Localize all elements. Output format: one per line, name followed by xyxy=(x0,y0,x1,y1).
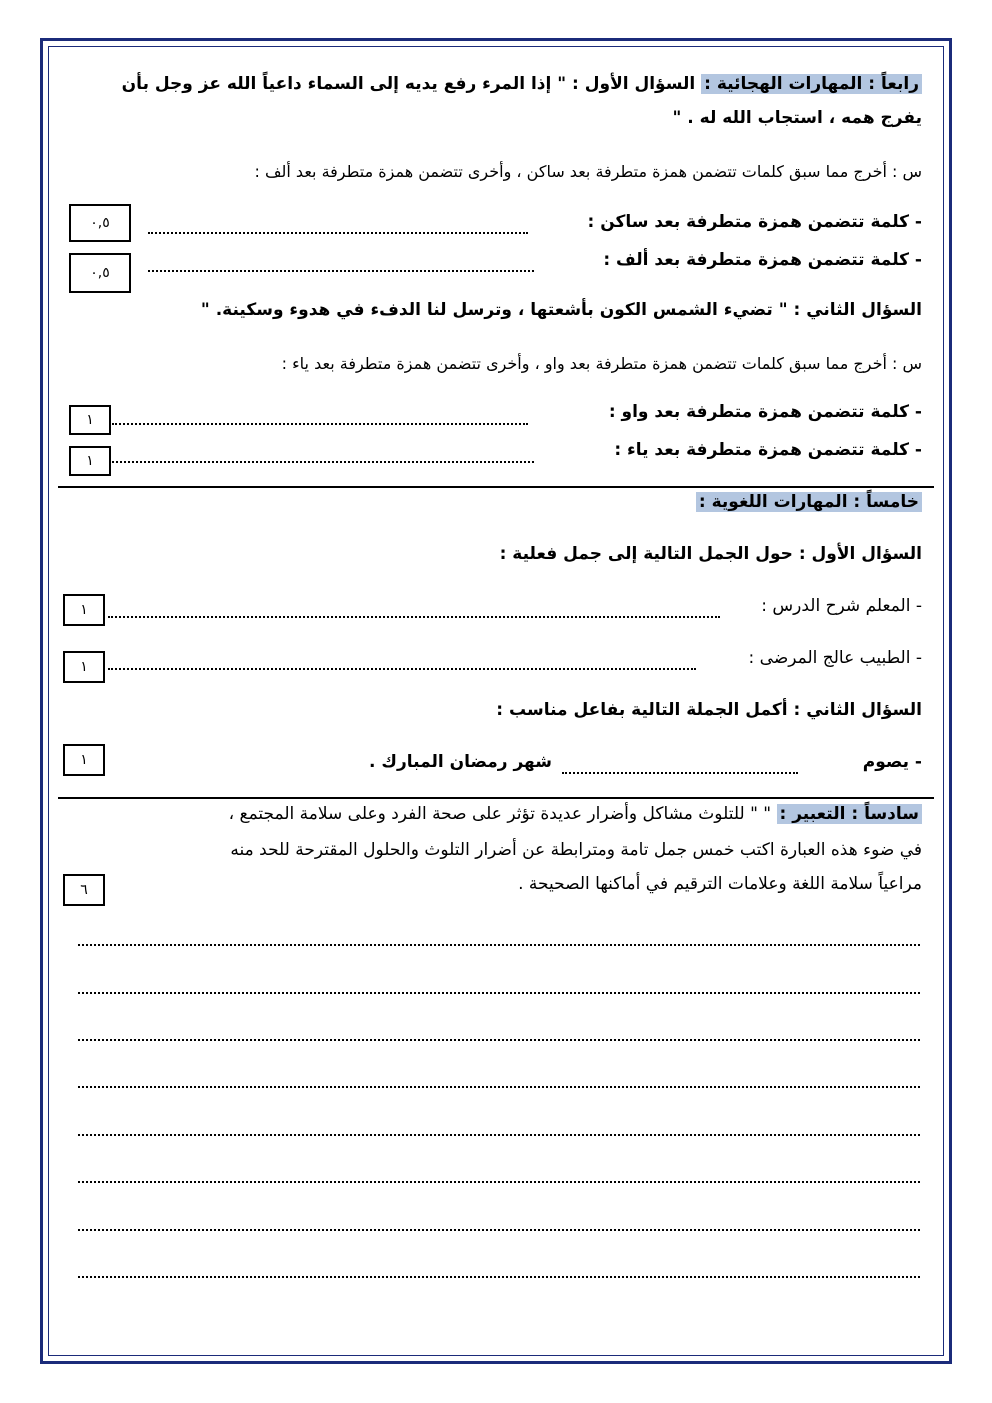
answer-line[interactable] xyxy=(148,230,528,234)
writing-line[interactable] xyxy=(78,990,920,994)
writing-line[interactable] xyxy=(78,1132,920,1136)
section6-line3: مراعياً سلامة اللغة وعلامات الترقيم في أماكنها الصحيحة . xyxy=(518,874,922,894)
section4-q1-label: السؤال الأول : xyxy=(572,74,696,94)
writing-line[interactable] xyxy=(78,1179,920,1183)
answer-line[interactable] xyxy=(112,421,528,425)
section4-q1-item2: - كلمة تتضمن همزة متطرفة بعد ألف : xyxy=(603,250,922,270)
answer-line[interactable] xyxy=(112,459,534,463)
section5-q2-part1: - يصوم xyxy=(862,752,922,772)
writing-line[interactable] xyxy=(78,1227,920,1231)
writing-line[interactable] xyxy=(78,1274,920,1278)
section4-heading xyxy=(122,74,922,94)
section4-q2-item2: - كلمة تتضمن همزة متطرفة بعد ياء : xyxy=(614,440,922,460)
section-divider xyxy=(58,486,934,488)
score-box: ١ xyxy=(63,594,105,626)
section4-q1-quote-line1: " إذا المرء رفع يديه إلى السماء داعياً الله عز وجل بأن xyxy=(121,74,567,94)
score-box: ١ xyxy=(69,446,111,476)
section4-q1-item1: - كلمة تتضمن همزة متطرفة بعد ساكن : xyxy=(587,212,922,232)
score-box: ١ xyxy=(63,744,105,776)
section5-q1-label: السؤال الأول : حول الجمل التالية إلى جمل فعلية : xyxy=(499,544,922,564)
section6-title: سادساً : التعبير : xyxy=(777,804,922,824)
section5-q2-part2: شهر رمضان المبارك . xyxy=(369,752,552,772)
section4-q2-item1: - كلمة تتضمن همزة متطرفة بعد واو : xyxy=(608,402,922,422)
answer-line[interactable] xyxy=(108,614,720,618)
section4-q2-label: السؤال الثاني : xyxy=(793,300,922,320)
section6-line1-row xyxy=(229,804,922,824)
section4-q2-instruction: س : أخرج مما سبق كلمات تتضمن همزة متطرفة بعد واو ، وأخرى تتضمن همزة متطرفة بعد ياء : xyxy=(281,354,922,373)
answer-line[interactable] xyxy=(108,666,696,670)
answer-line[interactable] xyxy=(562,770,798,774)
section4-q2-quote: " تضيء الشمس الكون بأشعتها ، وترسل لنا الدفء في هدوء وسكينة. " xyxy=(200,300,788,320)
section5-heading xyxy=(696,492,922,512)
section4-q2 xyxy=(201,300,922,320)
section4-q1-quote-line2: يفرج همه ، استجاب الله له . " xyxy=(672,108,922,128)
section4-q1-instruction: س : أخرج مما سبق كلمات تتضمن همزة متطرفة بعد ساكن ، وأخرى تتضمن همزة متطرفة بعد ألف : xyxy=(254,162,922,181)
section5-q2-label: السؤال الثاني : أكمل الجملة التالية بفاعل مناسب : xyxy=(496,700,922,720)
section5-q1-item1: - المعلم شرح الدرس : xyxy=(761,596,922,616)
section4-title: رابعاً : المهارات الهجائية : xyxy=(701,74,922,94)
section-divider xyxy=(58,797,934,799)
writing-line[interactable] xyxy=(78,942,920,946)
section6-line2: في ضوء هذه العبارة اكتب خمس جمل تامة ومترابطة عن أضرار التلوث والحلول المقترحة للحد منه xyxy=(230,840,922,860)
writing-line[interactable] xyxy=(78,1084,920,1088)
score-box: ٠,٥ xyxy=(69,253,131,293)
section5-title: خامساً : المهارات اللغوية : xyxy=(696,492,922,512)
score-box: ١ xyxy=(63,651,105,683)
score-box: ٠,٥ xyxy=(69,204,131,242)
score-box: ٦ xyxy=(63,874,105,906)
writing-line[interactable] xyxy=(78,1037,920,1041)
section6-line1: " " للتلوث مشاكل وأضرار عديدة تؤثر على صحة الفرد وعلى سلامة المجتمع ، xyxy=(228,804,772,824)
answer-line[interactable] xyxy=(148,268,534,272)
score-box: ١ xyxy=(69,405,111,435)
section5-q1-item2: - الطبيب عالج المرضى : xyxy=(748,648,922,668)
